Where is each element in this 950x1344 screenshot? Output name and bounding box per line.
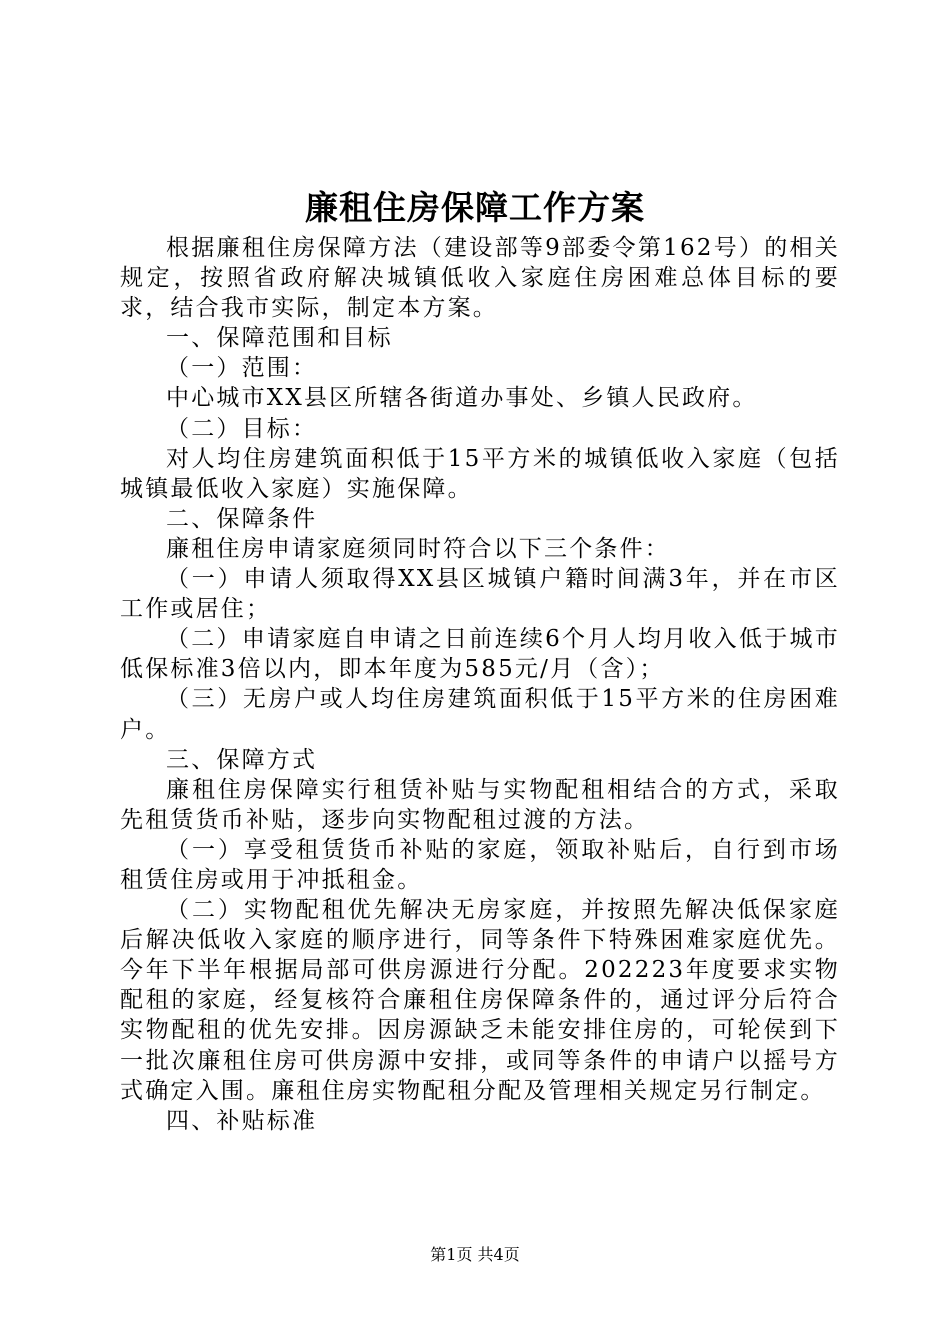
document-title: 廉租住房保障工作方案 xyxy=(305,188,645,227)
paragraph-condition-3: （三）无房户或人均住房建筑面积低于15平方米的住房困难户。 xyxy=(120,686,840,743)
heading-section-1: 一、保障范围和目标 xyxy=(166,325,393,352)
paragraph-scope: 中心城市XX县区所辖各街道办事处、乡镇人民政府。 xyxy=(166,385,758,412)
paragraph-conditions-intro: 廉租住房申请家庭须同时符合以下三个条件： xyxy=(166,535,670,562)
paragraph-condition-2: （二）申请家庭自申请之日前连续6个月人均月收入低于城市低保标准3倍以内，即本年度为585元/月（含）； xyxy=(120,626,840,683)
document-body xyxy=(120,233,840,1136)
heading-section-2: 二、保障条件 xyxy=(166,505,318,532)
heading-section-4: 四、补贴标准 xyxy=(166,1107,318,1134)
subheading-scope: （一）范围： xyxy=(166,355,318,382)
paragraph-method-2: （二）实物配租优先解决无房家庭，并按照先解决低保家庭后解决低收入家庭的顺序进行，同等条件下特殊困难家庭优先。今年下半年根据局部可供房源进行分配。202223年度要求实物配租的家庭，经复核符合廉租住房保障条件的，通过评分后符合实物配租的优先安排。因房源缺乏未能安排住房的，可轮侯到下一批次廉租住房可供房源中安排，或同等条件的申请户以摇号方式确定入围。廉租住房实物配租分配及管理相关规定另行制定。 xyxy=(120,897,840,1104)
paragraph-condition-1: （一）申请人须取得XX县区城镇户籍时间满3年，并在市区工作或居住； xyxy=(120,566,840,623)
page-footer: 第1页 共4页 xyxy=(430,1245,520,1264)
paragraph-method-1: （一）享受租赁货币补贴的家庭，领取补贴后，自行到市场租赁住房或用于冲抵租金。 xyxy=(120,836,840,893)
subheading-goal: （二）目标： xyxy=(166,415,318,442)
paragraph-intro: 根据廉租住房保障方法（建设部等9部委令第162号）的相关规定，按照省政府解决城镇低收入家庭住房困难总体目标的要求，结合我市实际，制定本方案。 xyxy=(120,235,840,322)
heading-section-3: 三、保障方式 xyxy=(166,746,318,773)
paragraph-method-intro: 廉租住房保障实行租赁补贴与实物配租相结合的方式，采取先租赁货币补贴，逐步向实物配租过渡的方法。 xyxy=(120,776,840,833)
paragraph-goal: 对人均住房建筑面积低于15平方米的城镇低收入家庭（包括城镇最低收入家庭）实施保障。 xyxy=(120,445,840,502)
